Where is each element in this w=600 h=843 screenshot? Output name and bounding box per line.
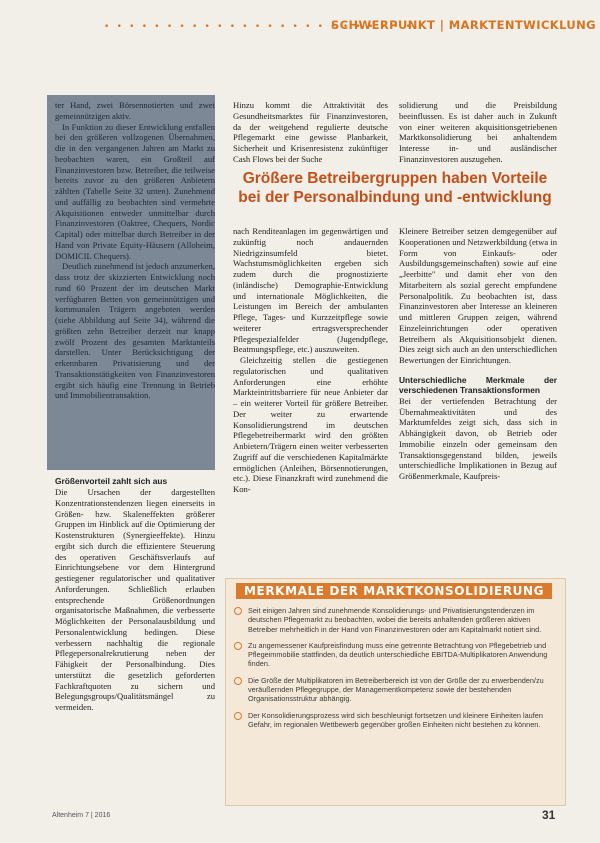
- info-box-title: MERKMALE DER MARKTKONSOLIDIERUNG: [236, 583, 552, 599]
- info-box-list: [234, 606, 556, 736]
- column-3-top: [399, 100, 557, 165]
- list-item: Seit einigen Jahren sind zunehmende Konsolidierungs- und Privatisierungstendenzen im deutschen Pflegemarkt zu beobachten, wobei die bereits anhaltenden größeren aktiven Betreiber mehrheitlich in der Hand von Finanzinvestoren oder am Kapitalmarkt notiert sind.: [234, 606, 556, 634]
- circle-bullet-icon: [234, 712, 242, 720]
- headline-line-1: Größere Betreibergruppen haben Vorteile: [242, 170, 548, 187]
- list-item: Der Konsolidierungsprozess wird sich beschleunigt fortsetzen und kleinere Einheiten laufen Gefahr, im regionalen Wettbewerb gegenüber großen Einheiten nicht bestehen zu können.: [234, 711, 556, 730]
- paragraph: In Funktion zu dieser Entwicklung entfallen bei den größeren vollzogenen Übernahmen, die in den vergangenen Jahren am Markt zu beobachten waren, ein Großteil auf Finanzinvestoren bzw. Betreiber, die teilweise bereits zuvor zu den größeren Anbietern zählten (Tabelle Seite 32 unten). Zunehmend und auffällig zu beobachten sind vermehrte Akquisitionen entweder unmittelbar durch Finanzinvestoren (Oaktree, Chequers, Nordic Capital) oder mittelbar durch Betreiber in der Hand von Private Equity-Häusern (Alloheim, DOMICIL Chequers).: [55, 121, 215, 261]
- section-rubric: SCHWERPUNKT | MARKTENTWICKLUNG: [331, 18, 597, 32]
- headline-line-2: bei der Personalbindung und -entwicklung: [238, 189, 552, 206]
- column-1-top: [55, 100, 215, 401]
- subheading: Größenvorteil zahlt sich aus: [55, 476, 168, 486]
- column-2-body: [233, 226, 388, 495]
- pull-headline: [233, 169, 557, 207]
- circle-bullet-icon: [234, 677, 242, 685]
- paragraph: solidierung und die Preisbildung beeinflussen. Es ist daher auch in Zukunft von einer weiteren akquisitionsgetriebenen Marktkonsolidierung bei anhaltendem Interesse in- und ausländischer Finanzinvestoren auszugehen.: [399, 100, 557, 164]
- paragraph: Kleinere Betreiber setzen demgegenüber auf Kooperationen und Netzwerkbildung (etwa in Form von Einkaufs- oder Ausbildungsgemeinschaften) sowie auf eine „Jeerbitte" und damit eher von den Mitarbeitern als sozial gerecht empfundene Personalpolitik. Zu beobachten ist, dass Finanzinvestoren aber Interesse an kleineren und mittleren Gruppen zeigen, während Einzeleinrichtungen oder operativen Betreibern als Akquisitionsobjekt dienen. Dies zeigt sich auch an den unterschiedlichen Bewertungen der Einrichtungen.: [399, 226, 557, 365]
- paragraph: Hinzu kommt die Attraktivität des Gesundheitsmarktes für Finanzinvestoren, da der weitgehend regulierte deutsche Pflegemarkt eine gewisse Planbarkeit, Sicherheit und Krisenresistenz zukünftiger Cash Flows bei der Suche: [233, 100, 388, 164]
- column-1-bottom: [55, 476, 215, 713]
- paragraph: nach Renditeanlagen im gegenwärtigen und zukünftig noch andauernden Niedrigzinsumfeld bietet. Wachstumsmöglichkeiten ergeben sich zudem durch die prognostizierte (inländische) Demographie-Entwicklung und internationale Möglichkeiten, die Leistungen im Bereich der ambulanten Pflege, Tages- und Kurzzeitpflege sowie weiterer ertragsversprechender Pflegespezialfelder (Jugendpflege, Beatmungspflege, etc.) auszuweiten.: [233, 226, 388, 355]
- column-2-top: [233, 100, 388, 165]
- page-number: 31: [542, 808, 556, 822]
- list-item: Zu angemessener Kaufpreisfindung muss eine getrennte Betrachtung von Pflegebetrieb und Pflegeimmobilie stattfinden, da deutlich unterschiedliche EBITDA-Multiplikatoren Anwendung finden.: [234, 641, 556, 669]
- paragraph: Bei der vertiefenden Betrachtung der Übernahmeaktivitäten und des Marktumfeldes zeigt sich, dass sich in Abhängigkeit davon, ob Betrieb oder Immobilie einzeln oder gemeinsam den Transaktionsgegenstand bilden, jeweils unterschiedliche Implikationen in Bezug auf Größenmerkmale, Kaufpreis-: [399, 395, 557, 481]
- paragraph: Die Ursachen der dargestellten Konzentrationstendenzen liegen einerseits in Größen- bzw. Skaleneffekten größerer Gruppen im Hinblick auf die Optimierung der Kostenstrukturen (Synergieeffekte). Hinzu ergibt sich durch die effizientere Steuerung des operativen Geschäftsverlaufs auf Einrichtungsebene vor dem Hintergrund gestiegener regulatorischer und qualitativer Anforderungen. Schließlich erlauben entsprechende Größenordnungen organisatorische Maßnahmen, die verbesserte Möglichkeiten der Personalausbildung und Personalentwicklung bedingen. Diese verbessern nachhaltig die regionale Pflegepersonalrekrutierung neben der Fähigkeit der Personalbindung. Dies unterstützt die gesetzlich geforderten Fachkraftquoten zu sichern und Belegungsgroups/Qualitätsmängel zu vermeiden.: [55, 487, 215, 712]
- footer-issue: Altenheim 7 | 2016: [52, 812, 111, 819]
- paragraph: Deutlich zunehmend ist jedoch anzumerken, dass trotz der skizzierten Entwicklung noch rund 60 Prozent der im deutschen Markt verfügbaren Betten von gemeinnützigen und kommunalen Trägern angeboten werden (siehe Abbildung auf Seite 34), während die größten zehn Betreiber derzeit nur knapp zwölf Prozent des gesamten Marktanteils darstellen. Unter Berücksichtigung der erkennbaren Privatisierung und der Transaktionstätigkeiten von Finanzinvestoren ergibt sich häufig eine Trennung in Betrieb und Immobilientransaktion.: [55, 261, 215, 401]
- paragraph: ter Hand, zwei Börsennotierten und zwei gemeinnützigen aktiv.: [55, 100, 215, 121]
- subheading: Unterschiedliche Merkmale der verschiedenen Transaktionsformen: [399, 374, 557, 395]
- list-item: Die Größe der Multiplikatoren im Betreiberbereich ist von der Größe der zu erwerbenden/zu veräußernden Pflegegruppe, der Managementkompetenz sowie der bestehenden Organisationsstruktur abhängig.: [234, 676, 556, 704]
- header-dots: • • • • • • • • • • • • • • • • • • • • • • • • •: [104, 22, 414, 32]
- circle-bullet-icon: [234, 607, 242, 615]
- column-3-body: [399, 226, 557, 482]
- circle-bullet-icon: [234, 642, 242, 650]
- paragraph: Gleichzeitig stellen die gestiegenen regulatorischen und qualitativen Anforderungen eine erhöhte Markteintrittsbarriere für neue Anbieter dar – ein weiterer Vorteil für größere Betreiber. Der weiter zu erwartende Konsolidierungstrend im deutschen Pflegebetreibermarkt wird den größten Anbietern/Trägern einen weiter verbesserten Zugriff auf die verschiedenen Kapitalmärkte ermöglichen (Anleihen, Börsennotierungen, etc.). Diese Finanzkraft wird zunehmend die Kon-: [233, 355, 388, 494]
- info-box: [225, 578, 566, 806]
